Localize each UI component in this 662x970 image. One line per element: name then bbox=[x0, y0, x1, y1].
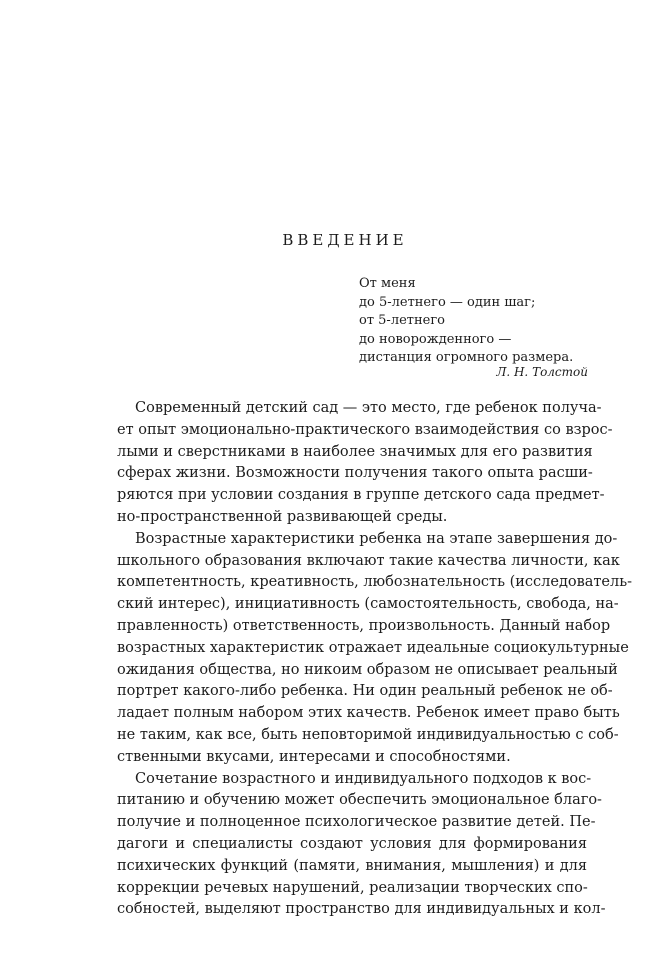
text-line: лыми и сверстниками в наиболее значимых для его развития bbox=[117, 443, 593, 460]
epigraph-line: до новорожденного — bbox=[359, 331, 512, 347]
page-heading: ВВЕДЕНИЕ bbox=[282, 231, 408, 249]
text-line: коррекции речевых нарушений, реализации творческих спо- bbox=[117, 879, 588, 896]
epigraph-line: от 5-летнего bbox=[359, 313, 445, 328]
epigraph-line: дистанция огромного размера. bbox=[359, 350, 574, 365]
text-line: не таким, как все, быть неповторимой индивидуальностью с соб- bbox=[117, 726, 619, 743]
text-line: питанию и обучению может обеспечить эмоциональное благо- bbox=[117, 792, 602, 809]
epigraph-author: Л. Н. Толстой bbox=[496, 365, 588, 379]
text-line: Сочетание возрастного и индивидуального подходов к вос- bbox=[135, 770, 592, 787]
text-line: психических функций (памяти, внимания, мышления) и для bbox=[117, 857, 587, 874]
text-line: собностей, выделяют пространство для индивидуальных и кол- bbox=[117, 901, 606, 918]
text-line: дагоги и специалисты создают условия для формирования bbox=[117, 835, 587, 852]
text-line: портрет какого-либо ребенка. Ни один реальный ребенок не об- bbox=[117, 683, 613, 700]
text-line: школьного образования включают такие качества личности, как bbox=[117, 552, 620, 569]
text-line: возрастных характеристик отражает идеальные социокультурные bbox=[117, 639, 629, 656]
body-text bbox=[117, 398, 633, 921]
epigraph-line: От меня bbox=[359, 276, 416, 291]
text-line: ряются при условии создания в группе детского сада предмет- bbox=[117, 487, 605, 504]
text-line: правленность) ответственность, произвольность. Данный набор bbox=[117, 617, 611, 634]
text-line: Возрастные характеристики ребенка на этапе завершения до- bbox=[135, 530, 618, 547]
text-line: ет опыт эмоционально-практического взаимодействия со взрос- bbox=[117, 421, 613, 438]
text-line: Современный детский сад — это место, где ребенок получа- bbox=[135, 400, 602, 416]
text-line: ожидания общества, но никоим образом не описывает реальный bbox=[117, 661, 618, 678]
epigraph bbox=[359, 275, 589, 368]
epigraph-line: до 5-летнего — один шаг; bbox=[359, 294, 536, 310]
text-line: но-пространственной развивающей среды. bbox=[117, 508, 448, 525]
text-line: ладает полным набором этих качеств. Ребенок имеет право быть bbox=[117, 705, 620, 722]
text-line: получие и полноценное психологическое развитие детей. Пе- bbox=[117, 814, 596, 831]
text-line: ский интерес), инициативность (самостоятельность, свобода, на- bbox=[117, 596, 619, 613]
text-line: сферах жизни. Возможности получения такого опыта расши- bbox=[117, 465, 593, 482]
text-line: компетентность, креативность, любознательность (исследователь- bbox=[117, 574, 633, 591]
text-line: ственными вкусами, интересами и способностями. bbox=[117, 748, 511, 765]
